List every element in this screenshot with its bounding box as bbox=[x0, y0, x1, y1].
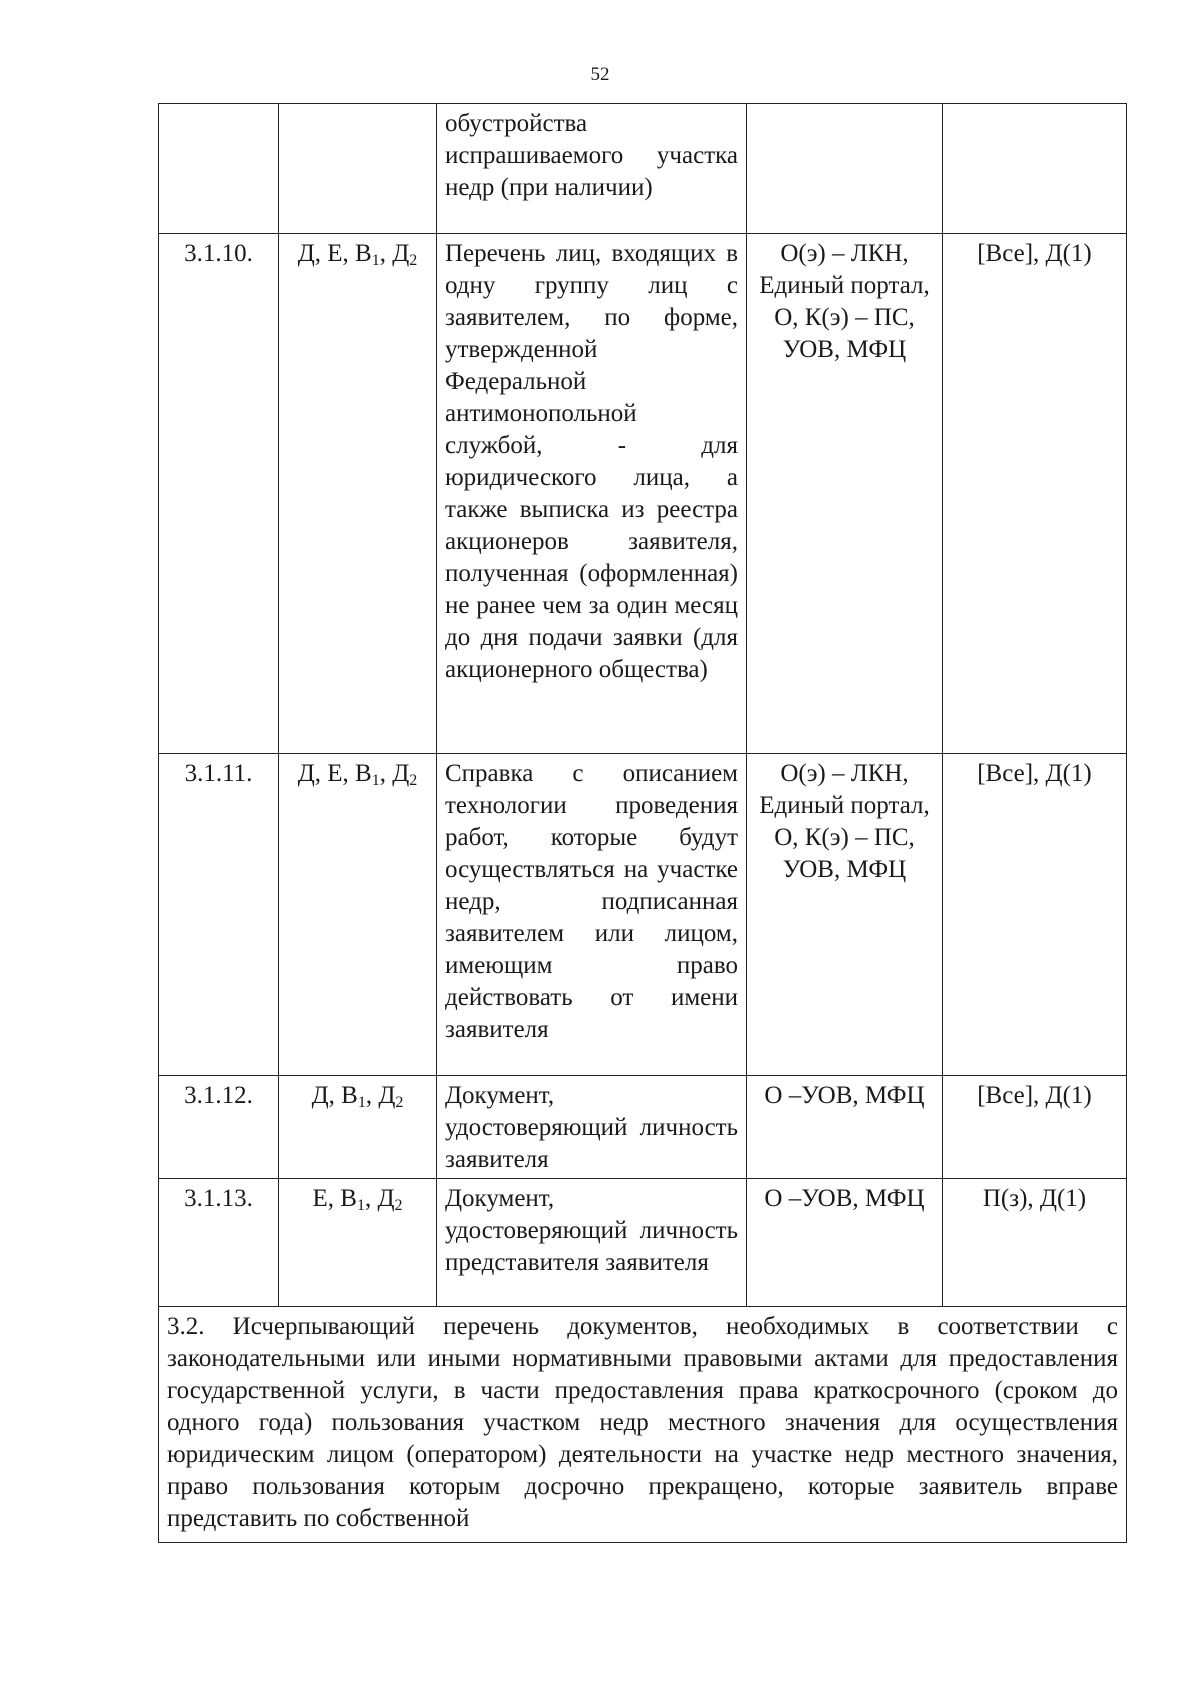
document-description: Документ, удостоверяющий личность заявителя bbox=[437, 1076, 747, 1179]
submission-method: О(э) – ЛКН, Единый портал, О, К(э) – ПС, УОВ, МФЦ bbox=[747, 234, 943, 754]
table-row bbox=[159, 104, 1127, 234]
result-code: П(з), Д(1) bbox=[943, 1179, 1127, 1307]
row-number bbox=[159, 104, 279, 234]
result-code: [Все], Д(1) bbox=[943, 754, 1127, 1076]
row-number: 3.1.13. bbox=[159, 1179, 279, 1307]
table-row bbox=[159, 234, 1127, 754]
submission-method: О(э) – ЛКН, Единый портал, О, К(э) – ПС, УОВ, МФЦ bbox=[747, 754, 943, 1076]
submission-method: О –УОВ, МФЦ bbox=[747, 1179, 943, 1307]
document-description: обустройства испрашиваемого участка недр (при наличии) bbox=[437, 104, 747, 234]
document-description: Документ, удостоверяющий личность представителя заявителя bbox=[437, 1179, 747, 1307]
table-row bbox=[159, 754, 1127, 1076]
submission-method bbox=[747, 104, 943, 234]
section-row bbox=[159, 1307, 1127, 1543]
result-code: [Все], Д(1) bbox=[943, 1076, 1127, 1179]
applicant-codes bbox=[279, 104, 437, 234]
document-description: Перечень лиц, входящих в одну группу лиц с заявителем, по форме, утвержденной Федеральной антимонопольной службой, - для юридического лица, а также выписка из реестра акционеров заявителя, полученная (оформленная) не ранее чем за один месяц до дня подачи заявки (для акционерного общества) bbox=[437, 234, 747, 754]
page-number: 52 bbox=[590, 64, 610, 85]
applicant-codes: Е, $В_1$, $Д_2$ bbox=[279, 1179, 437, 1307]
document-description: Справка с описанием технологии проведения работ, которые будут осуществляться на участке недр, подписанная заявителем или лицом, имеющим право действовать от имени заявителя bbox=[437, 754, 747, 1076]
result-code bbox=[943, 104, 1127, 234]
result-code: [Все], Д(1) bbox=[943, 234, 1127, 754]
submission-method: О –УОВ, МФЦ bbox=[747, 1076, 943, 1179]
table-row bbox=[159, 1179, 1127, 1307]
section-heading-3-2: 3.2. Исчерпывающий перечень документов, необходимых в соответствии с законодательными или иными нормативными правовыми актами для предоставления государственной услуги, в части предоставления права краткосрочного (сроком до одного года) пользования участком недр местного значения для осуществления юридическим лицом (оператором) деятельности на участке недр местного значения, право пользования которым досрочно прекращено, которые заявитель вправе представить по собственной bbox=[159, 1307, 1127, 1543]
documents-table bbox=[158, 103, 1127, 1543]
row-number: 3.1.11. bbox=[159, 754, 279, 1076]
row-number: 3.1.12. bbox=[159, 1076, 279, 1179]
applicant-codes: Д, $В_1$, $Д_2$ bbox=[279, 1076, 437, 1179]
applicant-codes: Д, Е, $В_1$, $Д_2$ bbox=[279, 754, 437, 1076]
applicant-codes: Д, Е, $В_1$, $Д_2$ bbox=[279, 234, 437, 754]
table-row bbox=[159, 1076, 1127, 1179]
row-number: 3.1.10. bbox=[159, 234, 279, 754]
